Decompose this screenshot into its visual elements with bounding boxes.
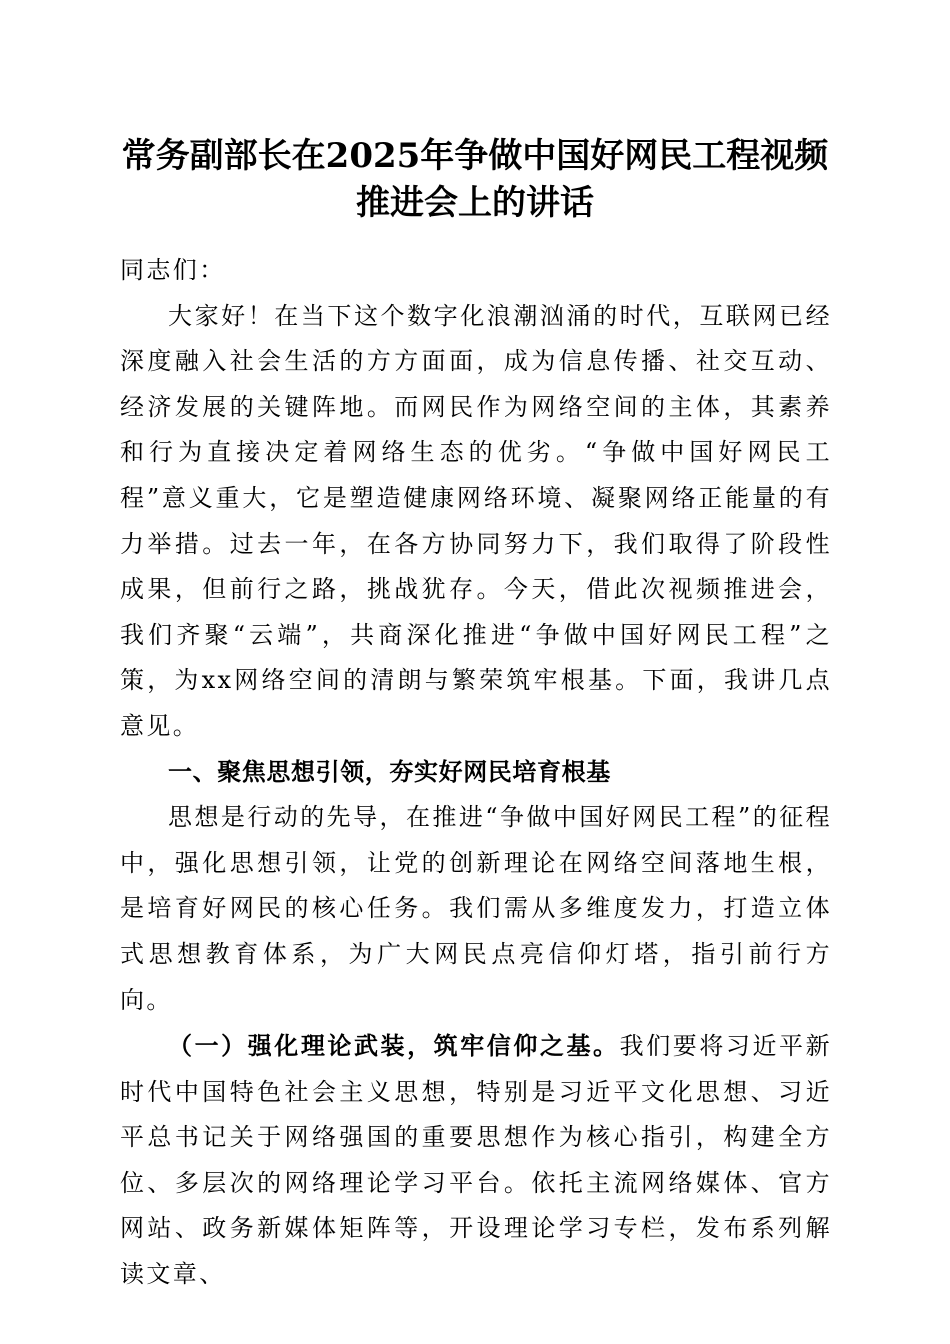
subsection-1-paragraph (120, 1023, 832, 1298)
document-body (120, 248, 832, 1298)
subsection-1-text: 我们要将习近平新时代中国特色社会主义思想，特别是习近平文化思想、习近平总书记关于网络强国的重要思想作为核心指引，构建全方位、多层次的网络理论学习平台。依托主流网络媒体、官方网站、政务新媒体矩阵等，开设理论学习专栏，发布系列解读文章、 (120, 1032, 832, 1289)
section-heading-1: 一、聚焦思想引领，夯实好网民培育根基 (168, 757, 611, 786)
subsection-1-lead: （一）强化理论武装，筑牢信仰之基。 (168, 1031, 620, 1061)
document-title: 常务副部长在2025年争做中国好网民工程视频推进会上的讲话 (121, 136, 829, 223)
intro-paragraph: 大家好！在当下这个数字化浪潮汹涌的时代，互联网已经深度融入社会生活的方方面面，成为信息传播、社交互动、经济发展的关键阵地。而网民作为网络空间的主体，其素养和行为直接决定着网络生态的优劣。“争做中国好网民工程”意义重大，它是塑造健康网络环境、凝聚网络正能量的有力举措。过去一年，在各方协同努力下，我们取得了阶段性成果，但前行之路，挑战犹存。今天，借此次视频推进会，我们齐聚“云端”，共商深化推进“争做中国好网民工程”之策，为xx网络空间的清朗与繁荣筑牢根基。下面，我讲几点意见。 (120, 301, 832, 740)
salutation: 同志们： (120, 256, 226, 284)
section-1-paragraph: 思想是行动的先导，在推进“争做中国好网民工程”的征程中，强化思想引领，让党的创新理论在网络空间落地生根，是培育好网民的核心任务。我们需从多维度发力，打造立体式思想教育体系，为广大网民点亮信仰灯塔，指引前行方向。 (120, 803, 832, 1014)
